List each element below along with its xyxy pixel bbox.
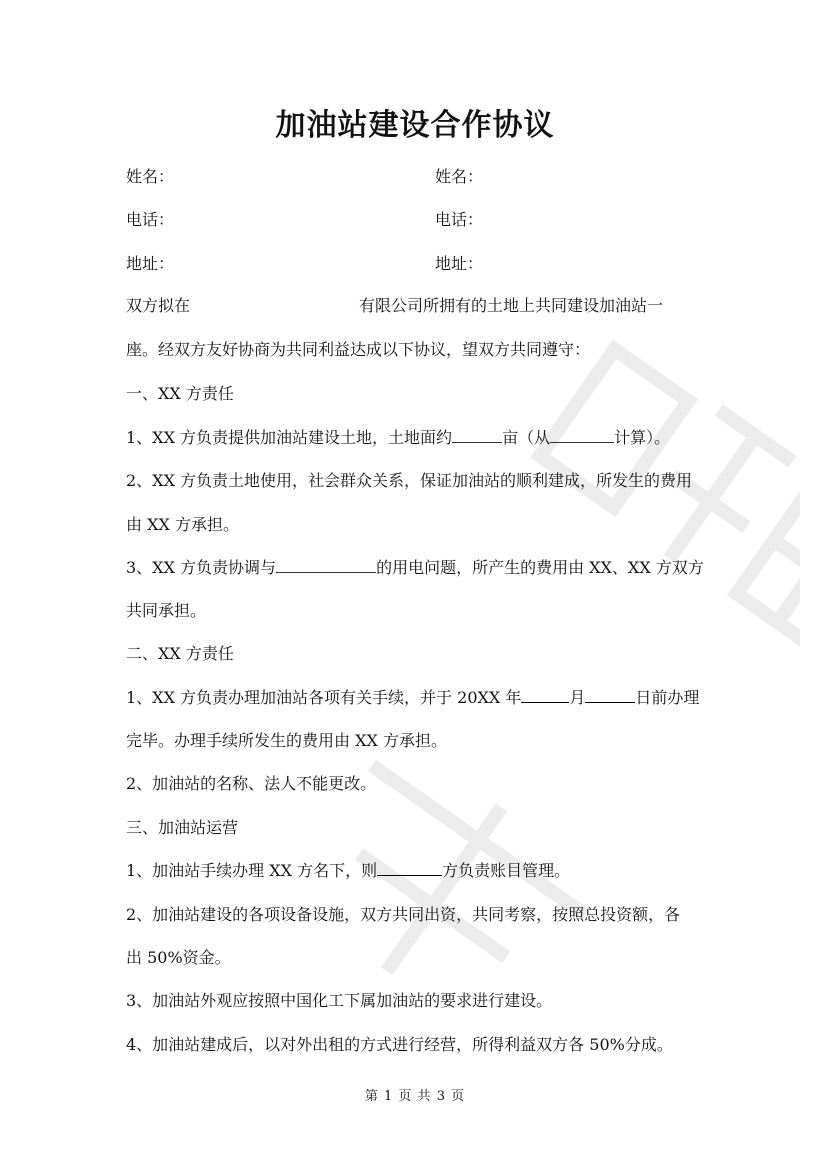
section-2-item-1-text-a: 1、XX 方负责办理加油站各项有关手续，并于 20XX 年 [126,688,522,707]
section-2-heading: 二、XX 方责任 [126,644,234,663]
party-b-address-label: 地址： [435,254,484,273]
section-1-item-3-text-a: 3、XX 方负责协调与 [126,558,277,577]
party-a-phone-label: 电话： [126,210,175,229]
section-3-item-2-line-2: 出 50%资金。 [126,948,231,967]
section-1-item-1-text-b: 亩（从 [502,428,551,447]
intro-line-2: 座。经双方友好协商为共同利益达成以下协议，望双方共同遵守： [126,340,591,359]
document-title: 加油站建设合作协议 [275,108,555,143]
section-2-item-1-text-c: 日前办理 [635,688,700,707]
section-2-item-1-line-2: 完毕。办理手续所发生的费用由 XX 方承担。 [126,731,447,750]
section-1-item-2-line-1: 2、XX 方负责土地使用，社会群众关系，保证加油站的顺利建成，所发生的费用 [126,471,693,490]
section-2-item-1 [126,685,699,708]
section-3-item-1-text-a: 1、加油站手续办理 XX 方名下，则 [126,861,378,880]
section-3-heading: 三、加油站运营 [126,818,239,837]
section-3-item-1-text-b: 方负责账目管理。 [442,861,571,880]
page-footer: 第 1 页 共 3 页 [364,1089,466,1104]
section-1-item-1-text-c: 计算）。 [614,428,671,447]
account-manager-blank [377,861,442,876]
party-a-name-label: 姓名： [126,167,175,186]
section-2-item-1-text-b: 月 [569,688,586,707]
intro-line-1 [126,293,663,316]
section-1-item-3-text-b: 的用电问题，所产生的费用由 XX、XX 方双方 [376,558,704,577]
section-3-item-3: 3、加油站外观应按照中国化工下属加油站的要求进行建设。 [126,991,553,1010]
section-3-item-4: 4、加油站建成后，以对外出租的方式进行经营，所得利益双方各 50%分成。 [126,1035,673,1054]
party-a-address-label: 地址： [126,254,175,273]
section-1-item-2-line-2: 由 XX 方承担。 [126,515,239,534]
power-party-blank [276,558,376,573]
calculation-from-blank [550,428,614,443]
section-1-item-1-text-a: 1、XX 方负责提供加油站建设土地，土地面约 [126,428,453,447]
land-area-blank [452,428,502,443]
section-2-item-2: 2、加油站的名称、法人不能更改。 [126,774,377,793]
section-1-item-3-line-2: 共同承担。 [126,601,207,620]
intro-text-end: 有限公司所拥有的土地上共同建设加油站一 [359,296,664,315]
section-1-item-3 [126,555,704,578]
section-3-item-2-line-1: 2、加油站建设的各项设备设施，双方共同出资，共同考察，按照总投资额，各 [126,905,681,924]
day-blank [585,688,635,703]
section-1-heading: 一、XX 方责任 [126,384,234,403]
intro-text-start: 双方拟在 [126,296,191,315]
party-b-phone-label: 电话： [435,210,484,229]
section-3-item-1 [126,858,570,881]
section-1-item-1 [126,425,670,448]
party-b-name-label: 姓名： [435,167,484,186]
month-blank [521,688,569,703]
